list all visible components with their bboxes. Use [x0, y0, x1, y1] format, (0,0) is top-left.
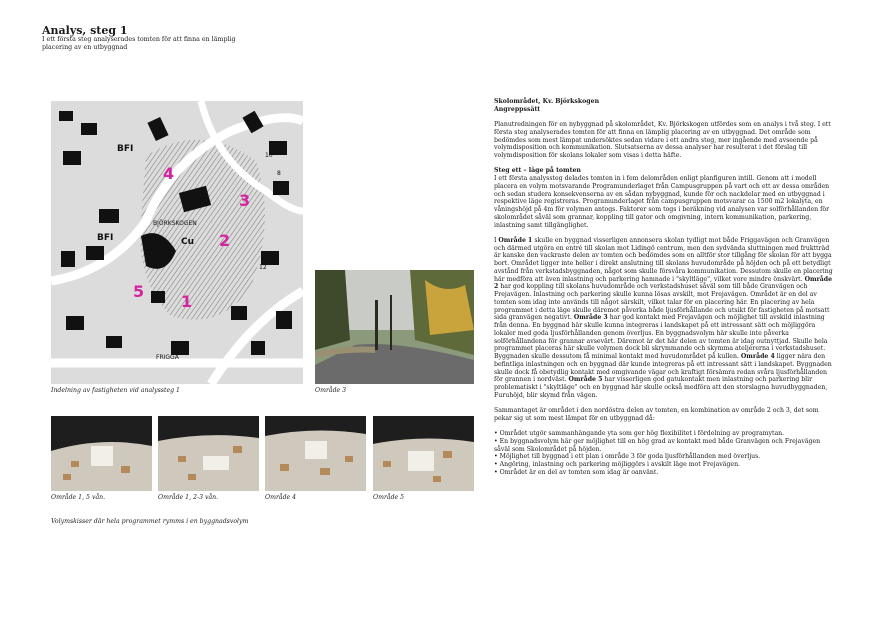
map-label-bfi-2: BFI — [97, 233, 114, 243]
area-3-text: har god kontakt med Frejavägen och möjlighet till avskild inlastning från denna. En byggnad här skulle kunna integreras i landskapet på ett intressant sätt och möjliggöra lokaler med goda ljusförhållanden genom överljus. En byggnadsvolym här skulle inte påverka solförhållandena för grannar avsevärt. Däremot är det här delen av tomten är idag outnyttjad. Skulle hela programmet placeras här skulle volymen dock bli skrymmande och skymma ateljérerna i verkstadshuset. Byggnaden skulle dessutom få minimal kontakt med huvudområdet på kullen. — [494, 314, 828, 360]
area-1-label: Område 1 — [498, 236, 533, 244]
bullet-list — [494, 430, 834, 477]
list-item: • Angöring, inlastning och parkering möjliggörs i avskilt läge mot Frejavägen. — [494, 461, 741, 468]
article-intro: Planutredningen för en nybyggnad på skolområdet, Kv. Björkskogen utfördes som en analys i två steg. I ett första steg analyserades tomten för att finna en lämplig placering av en utbyggnad. Det område som bedömdes som mest lämpat undersöktes sedan vidare i ett andra steg, mer ingående med avseende på volymdisposition och kommunikation. Slutsatserna av dessa analyser har resulterat i det förslag till volymdisposition för skolans lokaler som visas i detta häfte. — [494, 121, 831, 159]
model-photo-2 — [158, 416, 259, 491]
map-label-frigga: FRIGGA — [156, 354, 179, 361]
map-marker-1: 1 — [181, 292, 193, 311]
site-map-drawing — [51, 101, 303, 384]
article-subheading: Angreppssätt — [494, 105, 541, 113]
list-item: • Området är en del av tomten som idag är oanvänt. — [494, 468, 659, 476]
list-item: • Möjlighet till byggnad i ett plan i område 3 för goda ljusförhållanden med överljus. — [494, 453, 761, 461]
summary: Sammantaget är området i den nordöstra delen av tomten, en kombination av område 2 och 3, det som pekar sig ut som mest lämpat för en utbyggnad då: — [494, 407, 819, 422]
step-heading: Steg ett – läge på tomten — [494, 167, 581, 175]
step-text: I ett första analyssteg delades tomten in i fem delområden enligt planfiguren intill. Genom att i modell placera en volym motsvarande Programunderlaget från Campusgruppen på vart och ett av dessa områden och sedan studera konsekvenserna av en sådan nybyggnad, kunde för och nackdelar med en utbyggnad i respektive läge registreras. Programunderlaget från campusgruppen motsvarar ca 1500 m2 lokalyta, en våningshöjd på 4m för volymen antogs. Faktorer som togs i beräkning vid analysen var solförhållanden för skolområdet såväl som grannar, koppling till gator och omgivning, intern kommunikation, parkering, inlastning samt tillgänglighet. — [494, 175, 830, 229]
models-caption: Volymskisser där hela programmet rymms i en byggnadsvolym — [51, 518, 249, 525]
model-caption-4: Område 5 — [373, 494, 405, 501]
area-5-label: Område 5 — [568, 376, 603, 384]
map-marker-4: 4 — [163, 164, 175, 183]
map-label-bfi-1: BFI — [117, 144, 134, 154]
model-caption-2: Område 1, 2-3 vån. — [158, 494, 219, 501]
map-caption: Indelning av fastigheten vid analyssteg 1 — [51, 387, 180, 394]
site-map — [51, 101, 303, 384]
map-marker-2: 2 — [219, 231, 231, 250]
site-photo — [315, 270, 474, 384]
area-2-text: har god koppling till skolans huvudområde och verkstadshuset såväl som till både Granvägen och Frejavägen. Inlastning och parkering skulle kunna lösas avskilt, mot Frejavägen. Området är en del av tomten som idag inte används till något särskilt, vilket talar för en placering här. En placering av hela programmet i detta läge skulle däremot påverka både ljusförhållande och utsikt för fastigheten på motsatt sida granvägen negativt. — [494, 283, 830, 322]
area-2-label: Område 2 — [494, 275, 833, 291]
list-item: • En byggnadsvolym här ger möjlighet till en hög grad av kontakt med både Granvägen och Frejavägen såväl som Skolområdet på höjden. — [494, 437, 821, 453]
map-label-cu: Cu — [181, 237, 195, 247]
map-label-10: 10 — [265, 152, 273, 159]
model-photo-1 — [51, 416, 152, 491]
model-photo-3 — [265, 416, 366, 491]
area-3-label: Område 3 — [573, 314, 608, 322]
photo-caption: Område 3 — [315, 387, 347, 394]
area-1-text: skulle en byggnad visserligen annonsera skolan tydligt mot både Friggavägen och Granvägen och därmed utgöra en entré till skolan mot Lidingö centrum, men den sydvända sluttningen med fruktträd är kanske den vackraste delen av tomten och bedömdes som en alltför stor tillgång för skolan för att bygga bort. Området ligger inte heller i direkt anslutning till skolans huvudområde på höjden och på ett betydligt avstånd från verkstadsbyggnaden, något som skulle försvåra kommunikation. Dessutom skulle en placering här medföra att även inlastning och parkering hamnade i "skyltläge", vilket vore mindre önskvärt. — [494, 236, 833, 283]
article — [494, 98, 834, 477]
site-photo-drawing — [315, 270, 474, 384]
article-heading: Skolområdet, Kv. Björkskogen — [494, 98, 600, 105]
map-label-12: 12 — [259, 264, 267, 271]
model-caption-3: Område 4 — [265, 494, 297, 501]
page-subtitle: I ett första steg analyserades tomten för att finna en lämplig placering av en utbyggnad — [42, 36, 236, 51]
map-label-8: 8 — [277, 170, 281, 177]
area-4-label: Område 4 — [740, 353, 775, 360]
page-title: Analys, steg 1 — [42, 24, 128, 37]
map-label-bjorkskogen: BJÖRKSKOGEN — [153, 220, 197, 227]
list-item: • Området utgör sammanhängande yta som ger hög flexibilitet i fördelning av programytan. — [494, 430, 785, 437]
model-caption-1: Område 1, 5 vån. — [51, 494, 106, 501]
model-photo-4 — [373, 416, 474, 491]
map-marker-3: 3 — [239, 191, 251, 210]
areas-paragraph: I Område 1 skulle en byggnad visserligen annonsera skolan tydligt mot både Friggavägen och Granvägen och därmed utgöra en entré till skolan mot Lidingö centrum, men den sydvända sluttningen med fruktträd är kanske den vackraste delen av tomten och bedömdes som en alltför stor tillgång för skolan för att bygga bort. Området ligger inte heller i direkt anslutning till skolans huvudområde på höjden och på ett betydligt avstånd från verkstadsbyggnaden, något som skulle försvåra kommunikation. Dessutom skulle en placering här medföra att även inlastning och parkering hamnade i "skyltläge", vilket vore mindre önskvärt. Område 2 har god koppling till skolans huvudområde och verkstadshuset såväl som till både Granvägen och Frejavägen. Inlastning och parkering skulle kunna lösas avskilt, mot Frejavägen. Området är en del av tomten som idag inte används till något särskilt, vilket talar för en placering här. En placering av hela programmet i detta läge skulle däremot påverka både ljusförhållande och utsikt för fastigheten på motsatt sida granvägen negativt. Område 3 har god kontakt med Frejavägen och möjlighet till avskild inlastning från denna. En byggnad här skulle kunna integreras i landskapet på ett intressant sätt och möjliggöra lokaler med goda ljusförhållanden genom överljus. En byggnadsvolym här skulle inte påverka solförhållandena för grannar avsevärt. Däremot är det här delen av tomten är idag outnyttjad. Skulle hela programmet placeras här skulle volymen dock bli skrymmande och skymma ateljérerna i verkstadshuset. Byggnaden skulle dessutom få minimal kontakt med huvudområdet på kullen. Område 4 ligger nära den befintliga inlastningen och en byggnad där kunde integreras på ett intressant sätt i landskapet. Byggnaden skulle dock få obetydlig kontakt med omgivande vägar och kraftigt försämra redan svåra ljusförhållanden för grannen i nordväst. Område 5 har visserligen god gatukontakt men inlastning och parkering blir problematiskt i "skyltläge" och en byggnad här skulle också medföra att den storslagna huvudbyggnaden, Furuhöjd, blir skymd från vägen. — [494, 236, 833, 399]
area-5-text: har visserligen god gatukontakt men inlastning och parkering blir problematiskt i "skyltläge" och en byggnad här skulle också medföra att den storslagna huvudbyggnaden, Furuhöjd, blir skymd från vägen. — [494, 376, 828, 399]
area-4-text: ligger nära den befintliga inlastningen och en byggnad där kunde integreras på ett intressant sätt i landskapet. Byggnaden skulle dock få obetydlig kontakt med omgivande vägar och kraftigt försämra redan svåra ljusförhållanden för grannen i nordväst. — [494, 353, 832, 384]
map-marker-5: 5 — [133, 282, 145, 301]
